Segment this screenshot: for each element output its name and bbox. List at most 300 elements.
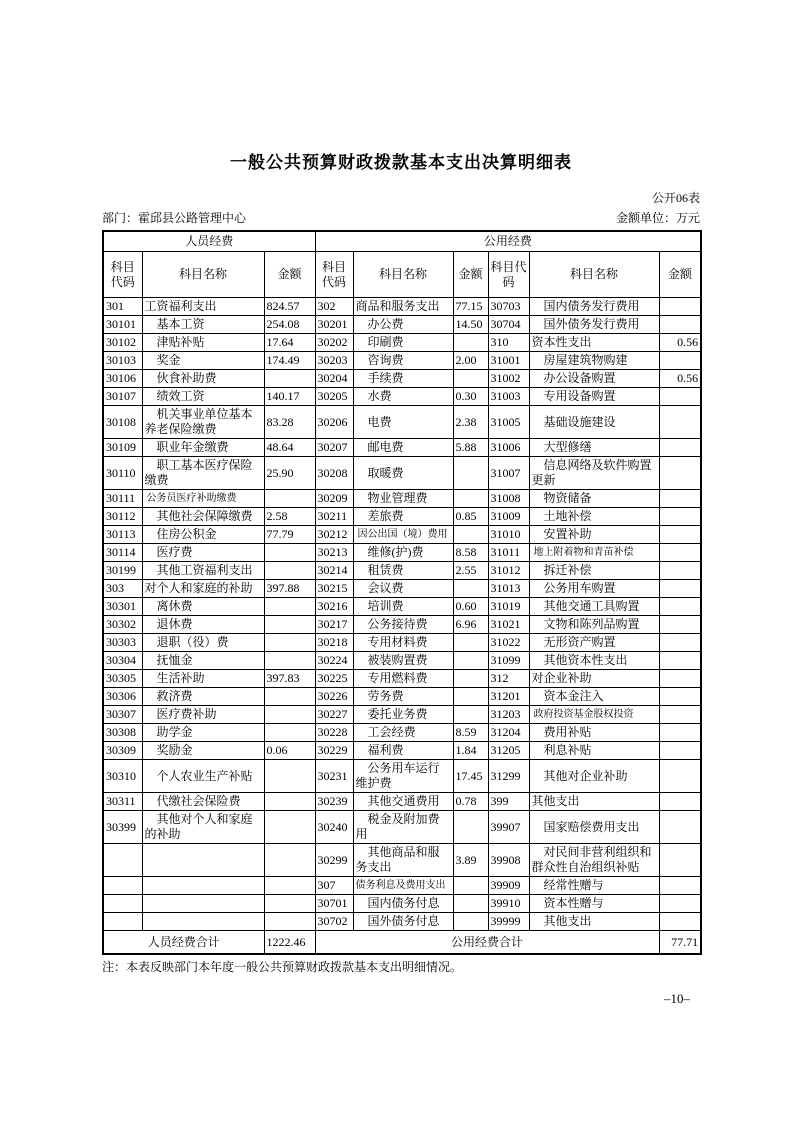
- cell-amount: [659, 742, 701, 760]
- budget-detail-table: [102, 230, 702, 955]
- cell-subject-name: 专用燃料费: [353, 670, 453, 688]
- cell-subject-name: 对企业补助: [529, 670, 659, 688]
- cell-amount: 83.28: [264, 406, 315, 439]
- cell-subject-code: 31006: [488, 439, 529, 457]
- cell-subject-code: [103, 895, 142, 913]
- cell-subject-name: 代缴社会保险费: [142, 793, 264, 811]
- cell-amount: [264, 724, 315, 742]
- table-row: [103, 562, 701, 580]
- cell-subject-code: [103, 844, 142, 877]
- cell-subject-name: 利息补贴: [529, 742, 659, 760]
- cell-amount: [264, 793, 315, 811]
- cell-subject-code: 30224: [315, 652, 353, 670]
- cell-subject-name: 助学金: [142, 724, 264, 742]
- cell-subject-code: 31013: [488, 580, 529, 598]
- public-total-value: 77.71: [659, 931, 701, 955]
- cell-amount: 17.64: [264, 334, 315, 352]
- table-row: [103, 598, 701, 616]
- cell-amount: [264, 877, 315, 895]
- cell-amount: [453, 526, 488, 544]
- cell-subject-name: 退职（役）费: [142, 634, 264, 652]
- cell-subject-code: 31005: [488, 406, 529, 439]
- cell-subject-name: [142, 844, 264, 877]
- group-header-public: 公用经费: [315, 231, 701, 252]
- cell-amount: [453, 457, 488, 490]
- table-row: [103, 544, 701, 562]
- meta-row: [102, 209, 700, 226]
- cell-subject-code: 31011: [488, 544, 529, 562]
- cell-subject-code: 30226: [315, 688, 353, 706]
- table-row: [103, 706, 701, 724]
- cell-subject-code: 30305: [103, 670, 142, 688]
- column-header-code: 科目代码: [103, 252, 142, 298]
- cell-amount: 77.79: [264, 526, 315, 544]
- cell-subject-code: 310: [488, 334, 529, 352]
- cell-subject-name: 生活补助: [142, 670, 264, 688]
- cell-amount: [659, 895, 701, 913]
- cell-amount: [453, 688, 488, 706]
- cell-amount: [659, 652, 701, 670]
- cell-subject-code: 31010: [488, 526, 529, 544]
- cell-subject-name: 被装购置费: [353, 652, 453, 670]
- table-row: [103, 913, 701, 931]
- cell-subject-code: 30310: [103, 760, 142, 793]
- cell-subject-name: 印刷费: [353, 334, 453, 352]
- cell-subject-name: 对个人和家庭的补助: [142, 580, 264, 598]
- cell-amount: [453, 913, 488, 931]
- cell-amount: [659, 616, 701, 634]
- cell-subject-name: 因公出国（境）费用: [353, 526, 453, 544]
- cell-subject-name: 资本性支出: [529, 334, 659, 352]
- cell-subject-code: 30108: [103, 406, 142, 439]
- cell-subject-name: 国内债务付息: [353, 895, 453, 913]
- cell-subject-code: 30207: [315, 439, 353, 457]
- cell-amount: [659, 352, 701, 370]
- cell-subject-code: 31007: [488, 457, 529, 490]
- cell-subject-name: 绩效工资: [142, 388, 264, 406]
- cell-subject-code: 30199: [103, 562, 142, 580]
- cell-amount: [264, 706, 315, 724]
- cell-subject-name: 职工基本医疗保险缴费: [142, 457, 264, 490]
- page-title: 一般公共预算财政拨款基本支出决算明细表: [230, 153, 572, 172]
- cell-subject-name: 住房公积金: [142, 526, 264, 544]
- cell-subject-name: [142, 913, 264, 931]
- cell-amount: [659, 706, 701, 724]
- cell-subject-name: 房屋建筑物购建: [529, 352, 659, 370]
- cell-amount: [659, 844, 701, 877]
- cell-subject-code: 30704: [488, 316, 529, 334]
- cell-amount: [264, 688, 315, 706]
- cell-amount: [659, 544, 701, 562]
- cell-subject-name: 邮电费: [353, 439, 453, 457]
- cell-subject-name: 对民间非营利组织和群众性自治组织补贴: [529, 844, 659, 877]
- cell-amount: [659, 760, 701, 793]
- cell-subject-code: 30202: [315, 334, 353, 352]
- cell-amount: [659, 580, 701, 598]
- cell-subject-name: 资本性赠与: [529, 895, 659, 913]
- cell-amount: [659, 388, 701, 406]
- cell-subject-code: 30228: [315, 724, 353, 742]
- cell-subject-code: 30106: [103, 370, 142, 388]
- cell-amount: [453, 706, 488, 724]
- table-row: [103, 877, 701, 895]
- cell-amount: 2.38: [453, 406, 488, 439]
- table-note: 注：本表反映部门本年度一般公共预算财政拨款基本支出明细情况。: [102, 960, 463, 974]
- cell-subject-name: 其他资本性支出: [529, 652, 659, 670]
- cell-subject-code: 30306: [103, 688, 142, 706]
- cell-subject-name: 电费: [353, 406, 453, 439]
- cell-subject-code: 30103: [103, 352, 142, 370]
- cell-amount: 0.78: [453, 793, 488, 811]
- group-header-row: [103, 231, 701, 252]
- cell-subject-code: 30111: [103, 490, 142, 508]
- cell-subject-code: 39999: [488, 913, 529, 931]
- cell-subject-name: 劳务费: [353, 688, 453, 706]
- cell-amount: [659, 598, 701, 616]
- table-row: [103, 334, 701, 352]
- cell-subject-name: 维修(护)费: [353, 544, 453, 562]
- cell-amount: [264, 895, 315, 913]
- table-row: [103, 457, 701, 490]
- cell-subject-name: 土地补偿: [529, 508, 659, 526]
- cell-subject-code: 31002: [488, 370, 529, 388]
- table-row: [103, 688, 701, 706]
- cell-amount: [264, 811, 315, 844]
- cell-subject-code: 30203: [315, 352, 353, 370]
- table-body: [103, 298, 701, 931]
- cell-amount: 3.89: [453, 844, 488, 877]
- cell-subject-code: 30208: [315, 457, 353, 490]
- cell-subject-code: 30231: [315, 760, 353, 793]
- cell-subject-code: 312: [488, 670, 529, 688]
- cell-subject-code: [103, 877, 142, 895]
- cell-subject-code: [103, 913, 142, 931]
- table-row: [103, 406, 701, 439]
- cell-subject-name: 机关事业单位基本养老保险缴费: [142, 406, 264, 439]
- cell-amount: [264, 598, 315, 616]
- cell-subject-code: 30205: [315, 388, 353, 406]
- cell-amount: [659, 724, 701, 742]
- cell-amount: [453, 895, 488, 913]
- cell-amount: [659, 316, 701, 334]
- cell-amount: [659, 670, 701, 688]
- cell-subject-name: 差旅费: [353, 508, 453, 526]
- cell-subject-name: 基本工资: [142, 316, 264, 334]
- column-header-code: 科目代码: [315, 252, 353, 298]
- cell-subject-code: 30218: [315, 634, 353, 652]
- cell-subject-code: 39907: [488, 811, 529, 844]
- cell-amount: 8.59: [453, 724, 488, 742]
- cell-subject-code: 30304: [103, 652, 142, 670]
- cell-amount: 174.49: [264, 352, 315, 370]
- cell-subject-name: 培训费: [353, 598, 453, 616]
- cell-amount: 48.64: [264, 439, 315, 457]
- cell-subject-code: 30214: [315, 562, 353, 580]
- cell-subject-code: 39908: [488, 844, 529, 877]
- cell-amount: 0.56: [659, 334, 701, 352]
- cell-subject-name: 抚恤金: [142, 652, 264, 670]
- cell-subject-name: 政府投资基金股权投资: [529, 706, 659, 724]
- cell-subject-code: 30112: [103, 508, 142, 526]
- cell-amount: [659, 913, 701, 931]
- cell-subject-name: 信息网络及软件购置更新: [529, 457, 659, 490]
- cell-subject-code: 30201: [315, 316, 353, 334]
- cell-subject-name: 工资福利支出: [142, 298, 264, 316]
- cell-amount: [659, 688, 701, 706]
- cell-subject-name: 其他支出: [529, 913, 659, 931]
- table-row: [103, 670, 701, 688]
- column-header-row: [103, 252, 701, 298]
- cell-subject-name: 津贴补贴: [142, 334, 264, 352]
- cell-amount: [453, 877, 488, 895]
- cell-subject-code: 31008: [488, 490, 529, 508]
- cell-subject-name: 其他工资福利支出: [142, 562, 264, 580]
- cell-amount: [659, 406, 701, 439]
- cell-amount: [264, 652, 315, 670]
- cell-subject-code: 31019: [488, 598, 529, 616]
- cell-subject-name: 其他对个人和家庭的补助: [142, 811, 264, 844]
- cell-subject-name: 其他社会保障缴费: [142, 508, 264, 526]
- cell-subject-code: 30206: [315, 406, 353, 439]
- cell-subject-code: 30240: [315, 811, 353, 844]
- cell-subject-name: 福利费: [353, 742, 453, 760]
- cell-subject-code: 31203: [488, 706, 529, 724]
- cell-amount: 2.58: [264, 508, 315, 526]
- cell-subject-code: 303: [103, 580, 142, 598]
- cell-subject-name: 安置补助: [529, 526, 659, 544]
- cell-subject-name: 其他支出: [529, 793, 659, 811]
- cell-subject-name: 个人农业生产补贴: [142, 760, 264, 793]
- cell-subject-name: 咨询费: [353, 352, 453, 370]
- cell-subject-code: 307: [315, 877, 353, 895]
- cell-subject-code: 30303: [103, 634, 142, 652]
- cell-amount: [453, 811, 488, 844]
- cell-amount: 824.57: [264, 298, 315, 316]
- cell-subject-code: 31204: [488, 724, 529, 742]
- cell-subject-code: 39910: [488, 895, 529, 913]
- cell-subject-code: 399: [488, 793, 529, 811]
- table-row: [103, 742, 701, 760]
- cell-subject-name: 公务用车运行维护费: [353, 760, 453, 793]
- table-row: [103, 316, 701, 334]
- cell-amount: 140.17: [264, 388, 315, 406]
- cell-amount: 5.88: [453, 439, 488, 457]
- cell-amount: [659, 877, 701, 895]
- cell-subject-code: 30209: [315, 490, 353, 508]
- department-label: 部门：: [102, 211, 139, 225]
- cell-subject-name: [142, 877, 264, 895]
- document-sheet: [102, 148, 700, 1007]
- cell-subject-code: 30113: [103, 526, 142, 544]
- cell-subject-code: 30212: [315, 526, 353, 544]
- cell-amount: [264, 913, 315, 931]
- cell-amount: [453, 580, 488, 598]
- personnel-total-label: 人员经费合计: [103, 931, 264, 955]
- cell-subject-name: 公务用车购置: [529, 580, 659, 598]
- cell-subject-name: 公务接待费: [353, 616, 453, 634]
- cell-amount: 0.30: [453, 388, 488, 406]
- column-header-amount: 金额: [659, 252, 701, 298]
- table-row: [103, 490, 701, 508]
- cell-amount: [264, 760, 315, 793]
- cell-subject-name: 专用材料费: [353, 634, 453, 652]
- cell-subject-code: 30102: [103, 334, 142, 352]
- column-header-code: 科目代码: [488, 252, 529, 298]
- cell-amount: 8.58: [453, 544, 488, 562]
- cell-subject-name: 医疗费补助: [142, 706, 264, 724]
- cell-amount: 0.06: [264, 742, 315, 760]
- cell-subject-code: 30307: [103, 706, 142, 724]
- public-total-label: 公用经费合计: [315, 931, 659, 955]
- cell-subject-code: 30225: [315, 670, 353, 688]
- cell-amount: [659, 811, 701, 844]
- cell-subject-name: 其他对企业补助: [529, 760, 659, 793]
- cell-subject-code: 30229: [315, 742, 353, 760]
- cell-amount: [264, 370, 315, 388]
- cell-subject-name: 大型修缮: [529, 439, 659, 457]
- table-row: [103, 298, 701, 316]
- cell-subject-name: 办公设备购置: [529, 370, 659, 388]
- cell-amount: [659, 793, 701, 811]
- cell-subject-code: 30302: [103, 616, 142, 634]
- cell-amount: [264, 634, 315, 652]
- column-header-name: 科目名称: [529, 252, 659, 298]
- cell-subject-code: 31021: [488, 616, 529, 634]
- cell-amount: 254.08: [264, 316, 315, 334]
- table-row: [103, 388, 701, 406]
- cell-amount: 0.56: [659, 370, 701, 388]
- cell-subject-code: 30301: [103, 598, 142, 616]
- table-row: [103, 580, 701, 598]
- cell-subject-code: 30399: [103, 811, 142, 844]
- cell-subject-name: 费用补贴: [529, 724, 659, 742]
- cell-subject-name: 文物和陈列品购置: [529, 616, 659, 634]
- column-header-name: 科目名称: [142, 252, 264, 298]
- cell-amount: [659, 634, 701, 652]
- cell-subject-name: 商品和服务支出: [353, 298, 453, 316]
- cell-amount: [659, 457, 701, 490]
- cell-subject-name: 基础设施建设: [529, 406, 659, 439]
- cell-subject-code: 31099: [488, 652, 529, 670]
- table-row: [103, 508, 701, 526]
- cell-subject-name: 国外债务付息: [353, 913, 453, 931]
- cell-amount: 0.60: [453, 598, 488, 616]
- table-row: [103, 760, 701, 793]
- cell-subject-name: 物资储备: [529, 490, 659, 508]
- cell-amount: [659, 508, 701, 526]
- group-header-personnel: 人员经费: [103, 231, 315, 252]
- cell-amount: [659, 298, 701, 316]
- table-row: [103, 895, 701, 913]
- cell-subject-code: 30701: [315, 895, 353, 913]
- cell-amount: [453, 334, 488, 352]
- cell-subject-code: 30114: [103, 544, 142, 562]
- cell-subject-name: 经常性赠与: [529, 877, 659, 895]
- cell-subject-name: 国家赔偿费用支出: [529, 811, 659, 844]
- cell-subject-name: 奖金: [142, 352, 264, 370]
- cell-amount: [453, 670, 488, 688]
- cell-subject-name: 办公费: [353, 316, 453, 334]
- cell-subject-name: 退休费: [142, 616, 264, 634]
- cell-subject-name: [142, 895, 264, 913]
- cell-amount: [264, 562, 315, 580]
- cell-amount: [659, 439, 701, 457]
- cell-subject-code: 31001: [488, 352, 529, 370]
- cell-subject-code: 30110: [103, 457, 142, 490]
- cell-subject-code: 31299: [488, 760, 529, 793]
- table-row: [103, 811, 701, 844]
- cell-subject-code: 30239: [315, 793, 353, 811]
- personnel-total-value: 1222.46: [264, 931, 315, 955]
- cell-amount: 25.90: [264, 457, 315, 490]
- cell-subject-name: 专用设备购置: [529, 388, 659, 406]
- table-row: [103, 526, 701, 544]
- cell-subject-code: 30227: [315, 706, 353, 724]
- cell-subject-name: 手续费: [353, 370, 453, 388]
- cell-amount: [264, 844, 315, 877]
- cell-subject-name: 无形资产购置: [529, 634, 659, 652]
- cell-subject-name: 物业管理费: [353, 490, 453, 508]
- cell-subject-name: 救济费: [142, 688, 264, 706]
- cell-subject-code: 302: [315, 298, 353, 316]
- cell-subject-code: 30308: [103, 724, 142, 742]
- cell-amount: [453, 490, 488, 508]
- cell-subject-code: 30215: [315, 580, 353, 598]
- column-header-amount: 金额: [453, 252, 488, 298]
- cell-subject-name: 税金及附加费用: [353, 811, 453, 844]
- cell-subject-code: 30107: [103, 388, 142, 406]
- cell-amount: 14.50: [453, 316, 488, 334]
- department: [102, 209, 246, 226]
- cell-amount: [659, 490, 701, 508]
- cell-subject-name: 地上附着物和青苗补偿: [529, 544, 659, 562]
- cell-amount: [453, 652, 488, 670]
- cell-subject-code: 31009: [488, 508, 529, 526]
- cell-subject-name: 其他交通费用: [353, 793, 453, 811]
- cell-amount: 2.00: [453, 352, 488, 370]
- cell-subject-code: 30213: [315, 544, 353, 562]
- cell-subject-code: 30204: [315, 370, 353, 388]
- cell-amount: [264, 490, 315, 508]
- page-number: –10–: [664, 991, 690, 1006]
- cell-subject-code: 31201: [488, 688, 529, 706]
- cell-subject-name: 水费: [353, 388, 453, 406]
- cell-subject-name: 公务员医疗补助缴费: [142, 490, 264, 508]
- cell-subject-name: 其他商品和服务支出: [353, 844, 453, 877]
- table-row: [103, 370, 701, 388]
- cell-subject-name: 其他交通工具购置: [529, 598, 659, 616]
- cell-subject-name: 伙食补助费: [142, 370, 264, 388]
- cell-subject-code: 30702: [315, 913, 353, 931]
- cell-subject-name: 委托业务费: [353, 706, 453, 724]
- totals-row: [103, 931, 701, 955]
- cell-subject-code: 30101: [103, 316, 142, 334]
- unit-label: 金额单位：万元: [615, 211, 700, 225]
- cell-subject-code: 31003: [488, 388, 529, 406]
- table-row: [103, 616, 701, 634]
- cell-amount: 397.83: [264, 670, 315, 688]
- cell-subject-code: 30311: [103, 793, 142, 811]
- column-header-amount: 金额: [264, 252, 315, 298]
- column-header-name: 科目名称: [353, 252, 453, 298]
- cell-subject-name: 工会经费: [353, 724, 453, 742]
- cell-amount: 6.96: [453, 616, 488, 634]
- cell-subject-code: 301: [103, 298, 142, 316]
- form-number: 公开06表: [651, 191, 700, 205]
- department-value: 霍邱县公路管理中心: [138, 211, 247, 225]
- cell-amount: 397.88: [264, 580, 315, 598]
- cell-amount: [264, 544, 315, 562]
